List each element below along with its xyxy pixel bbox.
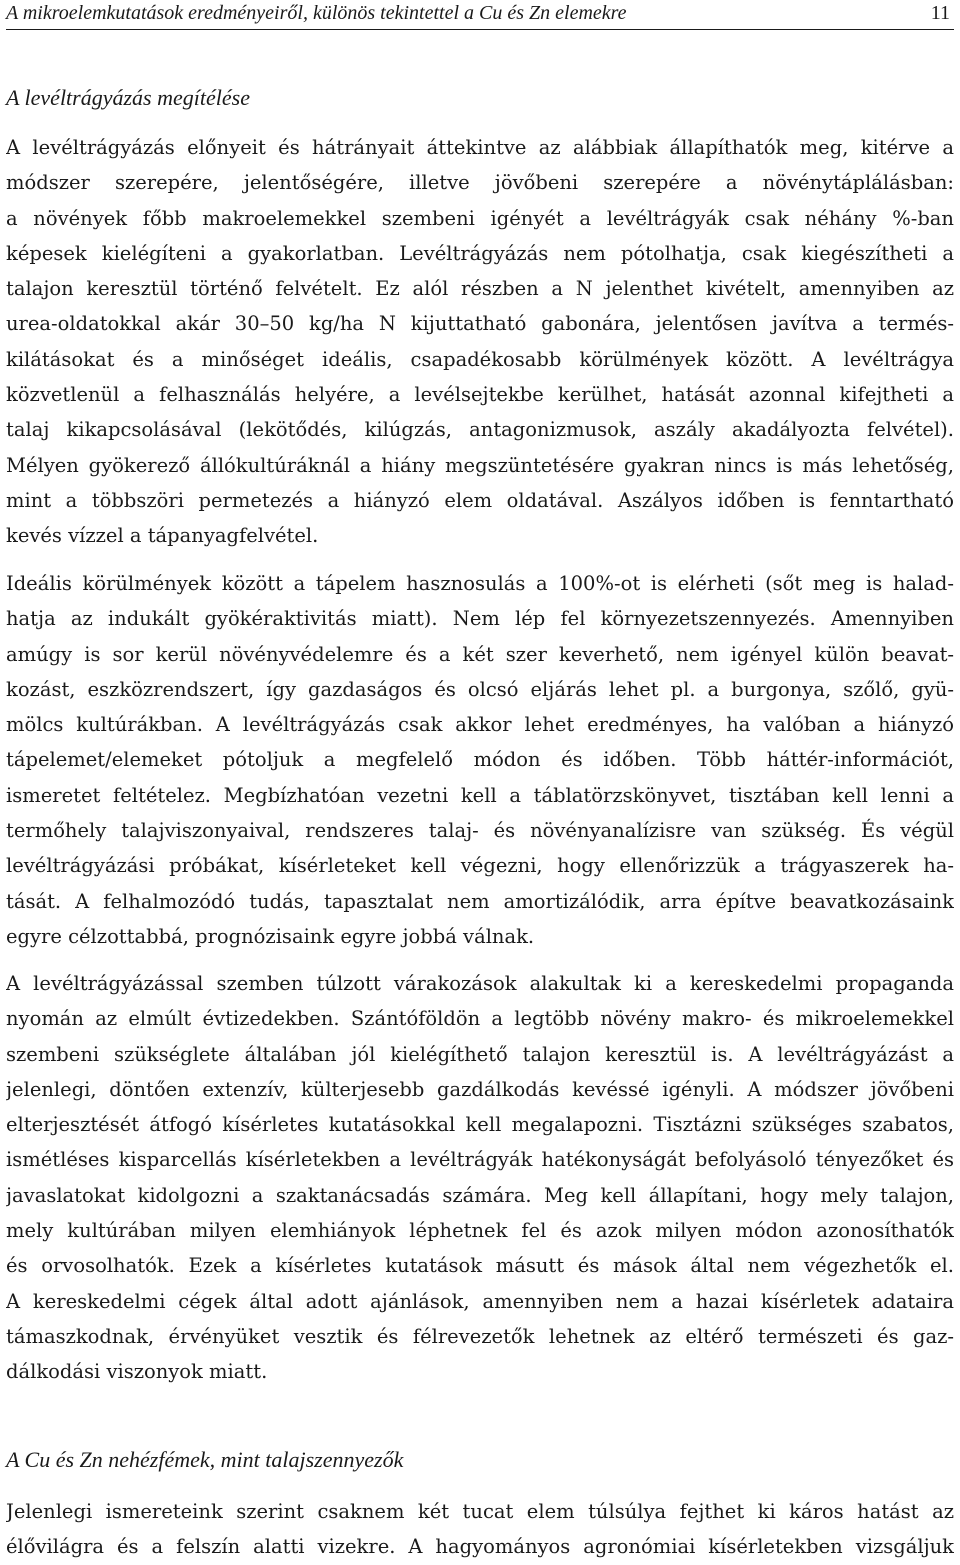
text-line: urea-oldatokkal akár 30–50 kg/ha N kijuttatható gabonára, jelentősen javítva a termés- <box>6 312 954 336</box>
text-line: javaslatokat kidolgozni a szaktanácsadás számára. Meg kell állapítani, hogy mely talajon, <box>6 1183 954 1207</box>
paragraph-3 <box>6 966 954 1390</box>
text-line: Jelenlegi ismereteink szerint csaknem két tucat elem túlsúlya fejthet ki káros hatást az <box>6 1500 954 1523</box>
page-number: 11 <box>930 2 950 24</box>
text-line: tápelemet/elemeket pótoljuk a megfelelő módon és időben. Több háttér-információt, <box>6 748 954 772</box>
text-line: A levéltrágyázással szemben túlzott várakozások alakultak ki a kereskedelmi propaganda <box>6 972 954 995</box>
text-line: képesek kielégíteni a gyakorlatban. Levéltrágyázás nem pótolhatja, csak kiegészítheti a <box>6 241 954 265</box>
text-line: mölcs kultúrákban. A levéltrágyázás csak akkor lehet eredményes, ha valóban a hiányzó <box>6 713 954 737</box>
text-line: tását. A felhalmozódó tudás, tapasztalat nem amortizálódik, arra építve beavatkozásaink <box>6 889 954 913</box>
text-line: kevés vízzel a tápanyagfelvétel. <box>6 524 319 548</box>
text-line: elterjesztését átfogó kísérletes kutatásokkal kell megalapozni. Tisztázni szükséges szabatos, <box>6 1113 954 1137</box>
text-line: élővilágra és a felszín alatti vizekre. A hagyományos agronómiai kísérletekben vizsgáljuk <box>6 1535 954 1559</box>
text-line: termőhely talajviszonyaival, rendszeres talaj- és növényanalízisre van szükség. És végül <box>6 819 954 843</box>
text-line: talaj kikapcsolásával (lekötődés, kilúgzás, antagonizmusok, aszály akadályozta felvétel). <box>6 418 954 442</box>
text-line: dálkodási viszonyok miatt. <box>6 1360 268 1384</box>
text-line: szembeni szükséglete általában jól kielégíthető talajon keresztül is. A levéltrágyázást a <box>6 1042 954 1066</box>
running-title: A mikroelemkutatások eredményeiről, különös tekintettel a Cu és Zn elemekre <box>6 2 627 24</box>
text-line: mely kultúrában milyen elemhiányok léphetnek fel és azok milyen módon azonosíthatók <box>6 1219 954 1243</box>
text-line: támaszkodnak, érvényüket vesztik és félrevezetők lehetnek az eltérő természeti és gaz- <box>6 1324 954 1348</box>
text-line: és orvosolhatók. Ezek a kísérletes kutatások másutt és mások által nem végezhetők el. <box>6 1254 954 1278</box>
paragraph-1 <box>6 130 954 554</box>
text-line: a növények főbb makroelemekkel szembeni igényét a levéltrágyák csak néhány %-ban <box>6 206 954 230</box>
text-line: talajon keresztül történő felvételt. Ez alól részben a N jelenthet kivételt, amennyiben az <box>6 277 954 301</box>
text-line: ismeretet feltételez. Megbízhatóan vezetni kell a táblatörzskönyvet, tisztában kell lenni a <box>6 783 954 807</box>
text-line: kozást, eszközrendszert, így gazdaságos és olcsó eljárás lehet pl. a burgonya, szőlő, gyü- <box>6 677 954 701</box>
text-line: közvetlenül a felhasználás helyére, a levélsejtekbe kerülhet, hatását azonnal kifejtheti a <box>6 383 954 407</box>
text-line: A kereskedelmi cégek által adott ajánlások, amennyiben nem a hazai kísérletek adataira <box>6 1289 954 1313</box>
text-line: Ideális körülmények között a tápelem hasznosulás a 100%-ot is elérheti (sőt meg is halad- <box>6 572 954 595</box>
text-line: egyre célzottabbá, prognózisaink egyre jobbá válnak. <box>6 924 535 948</box>
text-line: ismétléses kisparcellás kísérletekben a levéltrágyák hatékonyságát befolyásoló tényezőket és <box>6 1148 954 1172</box>
paragraph-4 <box>6 1494 954 1565</box>
text-line: jelenlegi, döntően extenzív, külterjesebb gazdálkodás kevéssé igényli. A módszer jövőbeni <box>6 1077 954 1101</box>
text-line: kilátásokat és a minőséget ideális, csapadékosabb körülmények között. A levéltrágya <box>6 347 954 371</box>
text-line: nyomán az elmúlt évtizedekben. Szántóföldön a legtöbb növény makro- és mikroelemekkel <box>6 1007 954 1031</box>
running-header <box>6 0 954 26</box>
text-line: amúgy is sor kerül növényvédelemre és a két szer keverhető, nem igényel külön beavat- <box>6 642 954 666</box>
section-heading-leveltragyazas: A levéltrágyázás megítélése <box>6 85 250 110</box>
text-line: mint a többszöri permetezés a hiányzó elem oldatával. Aszályos időben is fenntartható <box>6 488 954 512</box>
text-line: Mélyen gyökerező állókultúráknál a hiány megszüntetésére gyakran nincs is más lehetőség, <box>6 453 954 477</box>
text-line: módszer szerepére, jelentőségére, illetve jövőbeni szerepére a növénytáplálásban: <box>6 171 954 195</box>
header-rule <box>6 29 954 30</box>
section-heading-cu-zn: A Cu és Zn nehézfémek, mint talajszennyezők <box>6 1447 404 1472</box>
text-line: A levéltrágyázás előnyeit és hátrányait áttekintve az alábbiak állapíthatók meg, kitérve a <box>6 136 954 159</box>
paragraph-2 <box>6 566 954 954</box>
text-line: levéltrágyázási próbákat, kísérleteket kell végezni, hogy ellenőrizzük a trágyaszerek ha- <box>6 854 954 878</box>
text-line: hatja az indukált gyökéraktivitás miatt). Nem lép fel környezetszennyezés. Amennyiben <box>6 607 954 631</box>
